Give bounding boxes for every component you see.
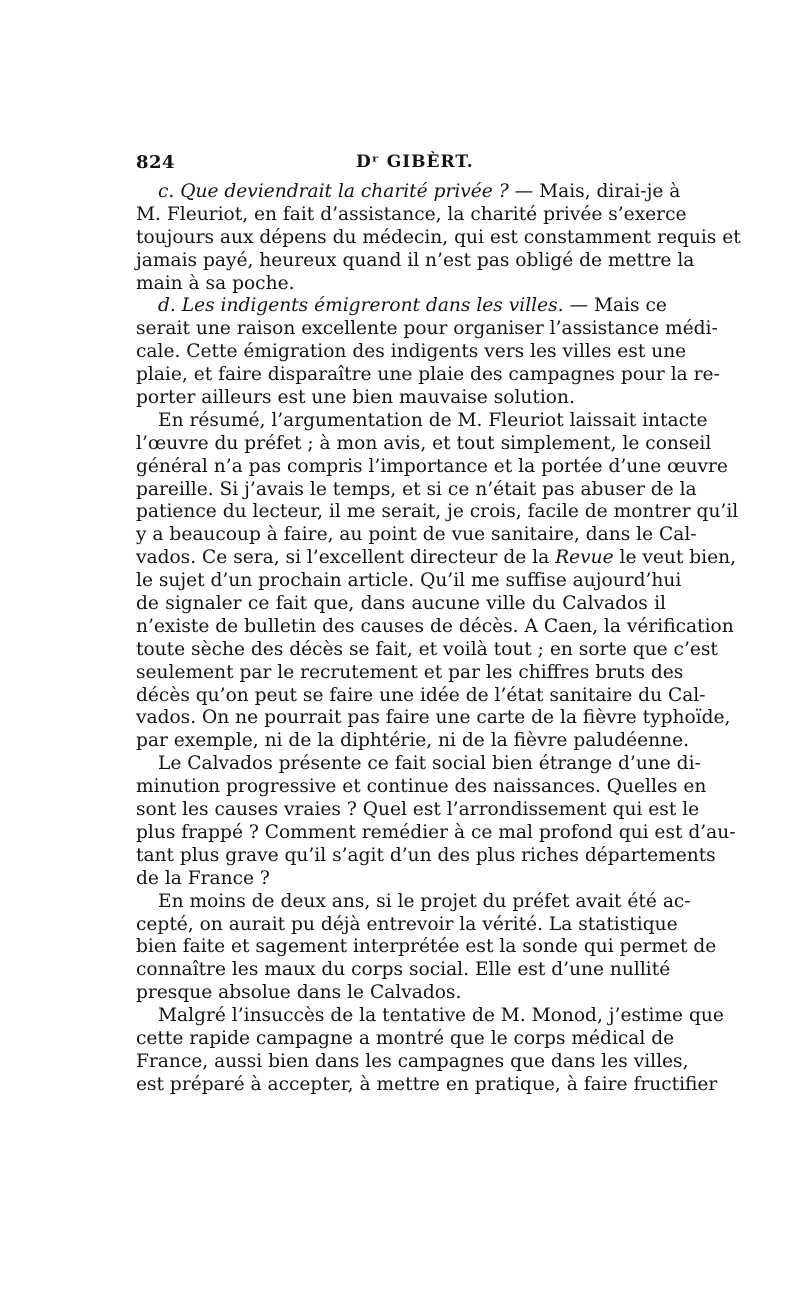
text-line	[136, 707, 731, 730]
text-line	[136, 364, 720, 387]
text-line	[136, 890, 691, 914]
text-line	[136, 249, 695, 273]
text-line	[136, 982, 666, 1005]
text-segment: le veut bien,	[613, 547, 737, 569]
text-segment: M. Fleuriot, en fait d’assistance, la charité privée s’exerce	[136, 203, 687, 225]
text-line	[136, 409, 708, 433]
text-line	[136, 524, 697, 547]
text-line	[136, 1027, 675, 1051]
text-line	[136, 295, 666, 318]
text-segment: général n’a pas compris l’importance et la portée d’une œuvre	[136, 455, 728, 477]
page-header	[136, 152, 666, 180]
text-segment: de signaler ce fait que, dans aucune ville du Calvados il	[136, 593, 666, 615]
text-line	[136, 341, 687, 364]
text-segment: pareille. Si j’avais le temps, et si ce n’était pas abuser de la	[136, 478, 697, 500]
text-segment: tant plus grave qu’il s’agit d’un des plus riches départements	[136, 844, 716, 866]
text-line	[136, 1073, 718, 1097]
text-segment: toute sèche des décès se fait, et voilà tout ; en sorte que c’est	[136, 638, 718, 660]
page-number: 824	[136, 152, 176, 173]
text-segment: Mais, dirai-je à	[533, 181, 681, 202]
text-segment: presque absolue dans le Calvados.	[136, 982, 462, 1004]
text-segment: connaître les maux du corps social. Elle est d’une nullité	[136, 959, 671, 981]
text-segment: jamais payé, heureux quand il n’est pas obligé de mettre la	[136, 249, 695, 271]
text-segment: plaie, et faire disparaître une plaie des campagnes pour la re-	[136, 364, 720, 386]
text-line	[136, 753, 701, 776]
text-line	[136, 478, 697, 502]
text-segment: minution progressive et continue des naissances. Quelles en	[136, 776, 707, 798]
text-segment: vados. Ce sera, si l’excellent directeur de la	[136, 547, 556, 569]
text-line	[136, 684, 706, 708]
text-line	[136, 615, 734, 639]
text-segment: porter ailleurs est une bien mauvaise solution.	[136, 387, 575, 409]
text-line	[136, 799, 700, 822]
text-line	[136, 1005, 724, 1028]
text-line	[136, 318, 718, 341]
text-segment: patience du lecteur, il me serait, je crois, facile de montrer qu’il	[136, 501, 739, 523]
italic-text-segment: c. Que deviendrait la charité privée ? —	[158, 181, 534, 202]
running-head-author: Dʳ GIBÈRT.	[356, 152, 474, 172]
text-line	[136, 959, 671, 982]
text-segment: l’œuvre du préfet ; à mon avis, et tout simplement, le conseil	[136, 432, 712, 454]
text-line	[136, 432, 712, 456]
text-line	[136, 776, 707, 799]
text-segment: main à sa poche.	[136, 272, 295, 294]
text-segment: En résumé, l’argumentation de M. Fleuriot laissait intacte	[158, 409, 708, 431]
text-segment: décès qu’on peut se faire une idée de l’état sanitaire du Cal-	[136, 684, 706, 706]
text-segment: Le Calvados présente ce fait social bien étrange d’une di-	[158, 753, 701, 775]
text-line	[136, 730, 690, 753]
text-segment: vados. On ne pourrait pas faire une carte de la fièvre typhoïde,	[136, 707, 731, 729]
text-line	[136, 547, 737, 570]
text-line	[136, 1050, 689, 1074]
text-line	[136, 844, 716, 868]
text-line	[136, 638, 718, 662]
text-line	[136, 661, 684, 685]
text-line	[136, 821, 736, 845]
text-segment: toujours aux dépens du médecin, qui est constamment requis et	[136, 226, 741, 248]
text-line	[136, 593, 666, 616]
text-segment: cale. Cette émigration des indigents vers les villes est une	[136, 341, 687, 363]
text-line	[136, 868, 666, 891]
italic-text-segment: d. Les indigents émigreront dans les villes.	[158, 295, 564, 317]
text-line	[136, 455, 728, 479]
text-segment: seulement par le recrutement et par les chiffres bruts des	[136, 661, 684, 683]
text-line	[136, 226, 741, 250]
page-body-text	[136, 181, 741, 1097]
text-segment: n’existe de bulletin des causes de décès. A Caen, la vérification	[136, 615, 734, 637]
text-segment: sont les causes vraies ? Quel est l’arrondissement qui est le	[136, 799, 700, 821]
text-segment: — Mais ce	[563, 295, 667, 317]
text-segment: France, aussi bien dans les campagnes que dans les villes,	[136, 1050, 689, 1072]
text-segment: y a beaucoup à faire, au point de vue sanitaire, dans le Cal-	[136, 524, 697, 546]
text-segment: de la France ?	[136, 867, 270, 889]
text-line	[136, 570, 682, 593]
text-segment: par exemple, ni de la diphtérie, ni de la fièvre paludéenne.	[136, 730, 690, 752]
text-segment: cette rapide campagne a montré que le corps médical de	[136, 1027, 675, 1049]
text-line	[136, 181, 681, 204]
text-segment: est préparé à accepter, à mettre en pratique, à faire fructifier	[136, 1073, 718, 1095]
text-segment: En moins de deux ans, si le projet du préfet avait été ac-	[158, 890, 691, 912]
text-line	[136, 387, 666, 410]
text-line	[136, 273, 666, 296]
text-segment: Malgré l’insuccès de la tentative de M. Monod, j’estime que	[158, 1005, 724, 1027]
text-line	[136, 913, 678, 937]
italic-text-segment: Revue	[555, 547, 614, 569]
text-segment: plus frappé ? Comment remédier à ce mal profond qui est d’au-	[136, 821, 736, 843]
text-segment: le sujet d’un prochain article. Qu’il me suffise aujourd’hui	[136, 570, 682, 592]
text-segment: cepté, on aurait pu déjà entrevoir la vérité. La statistique	[136, 913, 678, 935]
text-line	[136, 501, 739, 524]
text-line	[136, 203, 687, 227]
text-line	[136, 936, 717, 959]
text-segment: serait une raison excellente pour organiser l’assistance médi-	[136, 318, 718, 340]
text-segment: bien faite et sagement interprétée est la sonde qui permet de	[136, 936, 717, 958]
